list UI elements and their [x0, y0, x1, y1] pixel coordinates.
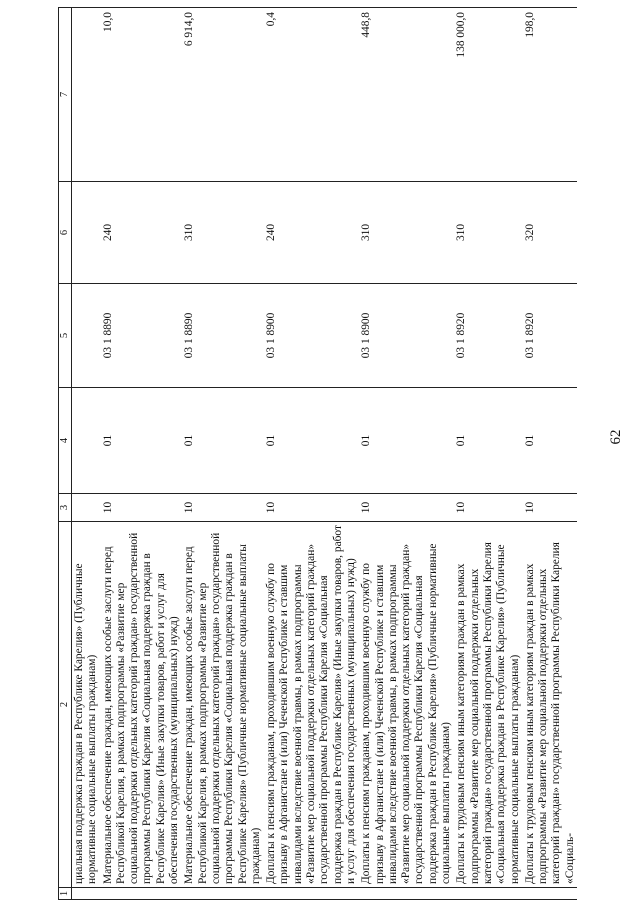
row-description: циальная поддержка граждан в Республике Карелия» (Публичные нормативные социальные выплаты гражданам)	[72, 522, 100, 888]
row-expense-type: 240	[263, 182, 358, 284]
row-target-article: 03 1 8900	[358, 284, 453, 388]
row-amount	[72, 8, 100, 182]
row-expense-type: 320	[522, 182, 577, 284]
row-expense-type: 310	[181, 182, 263, 284]
header-cell-2: 2	[59, 522, 72, 888]
page-number: 62	[608, 429, 624, 445]
row-target-article: 03 1 8920	[453, 284, 521, 388]
row-subsection	[72, 388, 100, 494]
row-expense-type: 240	[100, 182, 182, 284]
row-description: Доплаты к трудовым пенсиям иным категориям граждан в рамках подпрограммы «Развитие мер социальной поддержки отдельных категорий граждан» государственной программы Республики Карелия «Социальная поддержка граждан в Республике Карелия» (Публичные нормативные социальные выплаты гражданам)	[453, 522, 521, 888]
row-subsection: 01	[181, 388, 263, 494]
header-cell-7: 7	[59, 8, 72, 182]
row-subsection: 01	[100, 388, 182, 494]
row-section: 10	[263, 494, 358, 522]
budget-table-region	[58, 8, 584, 900]
row-blank-cell	[181, 888, 263, 900]
row-amount: 0,4	[263, 8, 358, 182]
row-expense-type: 310	[453, 182, 521, 284]
table-row	[181, 8, 263, 900]
row-section: 10	[453, 494, 521, 522]
row-subsection: 01	[453, 388, 521, 494]
row-blank-cell	[522, 888, 577, 900]
row-description: Доплаты к пенсиям гражданам, проходившим военную службу по призыву в Афганистане и (или) Чеченской Республике и ставшим инвалидами вследствие военной травмы, в рамках подпрограммы «Развитие мер социальной поддержки отдельных категорий граждан» государственной программы Республики Карелия «Социальная поддержка граждан в Республике Карелия» (Публичные нормативные социальные выплаты гражданам)	[358, 522, 453, 888]
table-row	[100, 8, 182, 900]
row-amount: 6 914,0	[181, 8, 263, 182]
row-blank-cell	[453, 888, 521, 900]
row-target-article: 03 1 8890	[100, 284, 182, 388]
row-description: Доплаты к трудовым пенсиям иным категориям граждан в рамках подпрограммы «Развитие мер социальной поддержки отдельных категорий граждан» государственной программы Республики Карелия «Социаль-	[522, 522, 577, 888]
row-subsection: 01	[263, 388, 358, 494]
row-target-article: 03 1 8900	[263, 284, 358, 388]
header-cell-5: 5	[59, 284, 72, 388]
table-row	[522, 8, 577, 900]
header-row	[59, 8, 72, 900]
table-row	[263, 8, 358, 900]
row-expense-type	[72, 182, 100, 284]
table-row	[358, 8, 453, 900]
row-description: Материальное обеспечение граждан, имеющих особые заслуги перед Республикой Карелия, в рамках подпрограммы «Развитие мер социальной поддержки отдельных категорий граждан» государственной программы Республики Карелия «Социальная поддержка граждан в Республике Карелия» (Иные закупки товаров, работ и услуг для обеспечения государственных (муниципальных) нужд)	[100, 522, 182, 888]
row-target-article: 03 1 8890	[181, 284, 263, 388]
row-amount: 10,0	[100, 8, 182, 182]
table-row	[72, 8, 100, 900]
row-blank-cell	[100, 888, 182, 900]
row-target-article: 03 1 8920	[522, 284, 577, 388]
row-blank-cell	[263, 888, 358, 900]
header-cell-4: 4	[59, 388, 72, 494]
row-amount: 448,8	[358, 8, 453, 182]
row-blank-cell	[358, 888, 453, 900]
row-description: Материальное обеспечение граждан, имеющих особые заслуги перед Республикой Карелия, в рамках подпрограммы «Развитие мер социальной поддержки отдельных категорий граждан» государственной программы Республики Карелия «Социальная поддержка граждан в Республике Карелия» (Публичные нормативные социальные выплаты гражданам)	[181, 522, 263, 888]
row-target-article	[72, 284, 100, 388]
header-cell-3: 3	[59, 494, 72, 522]
row-subsection: 01	[522, 388, 577, 494]
row-section: 10	[358, 494, 453, 522]
row-section: 10	[181, 494, 263, 522]
header-cell-6: 6	[59, 182, 72, 284]
row-section	[72, 494, 100, 522]
rotated-page	[58, 8, 584, 900]
row-subsection: 01	[358, 388, 453, 494]
row-blank-cell	[72, 888, 100, 900]
budget-table	[58, 7, 577, 900]
row-amount: 198,0	[522, 8, 577, 182]
row-section: 10	[522, 494, 577, 522]
header-cell-1: 1	[59, 888, 72, 900]
row-description: Доплаты к пенсиям гражданам, проходившим военную службу по призыву в Афганистане и (или) Чеченской Республике и ставшим инвалидами вследствие военной травмы, в рамках подпрограммы «Развитие мер социальной поддержки отдельных категорий граждан» государственной программы Республики Карелия «Социальная поддержка граждан в Республике Карелия» (Иные закупки товаров, работ и услуг для обеспечения государственных (муниципальных) нужд)	[263, 522, 358, 888]
row-amount: 138 000,0	[453, 8, 521, 182]
row-section: 10	[100, 494, 182, 522]
row-expense-type: 310	[358, 182, 453, 284]
table-row	[453, 8, 521, 900]
